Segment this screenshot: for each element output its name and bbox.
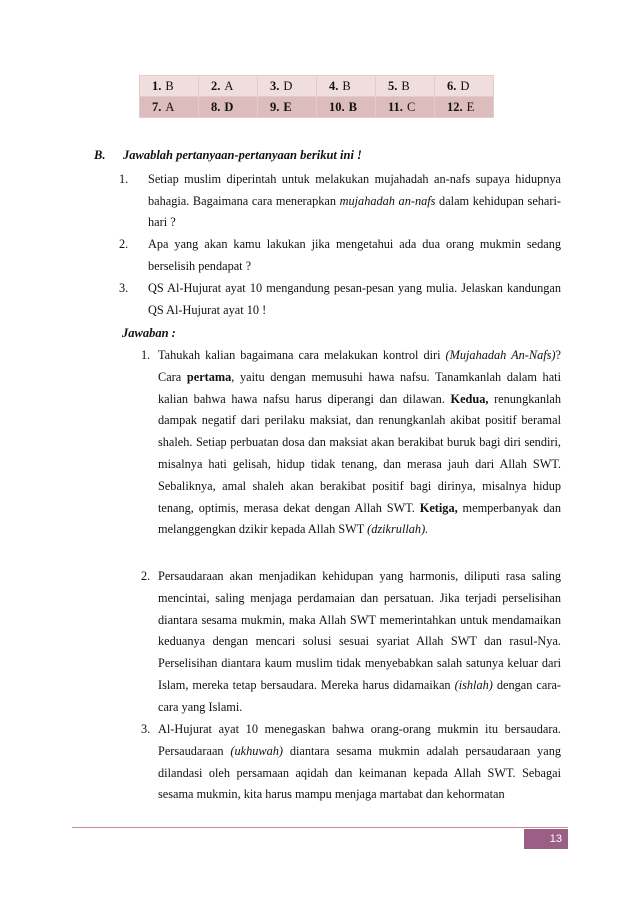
answer-item bbox=[141, 719, 561, 806]
answer-number: 2. bbox=[141, 569, 151, 583]
footer-divider bbox=[72, 827, 568, 828]
answer-key-table bbox=[139, 75, 494, 118]
answer-key-cell: 8. D bbox=[199, 97, 258, 118]
answer-key-cell: 1. B bbox=[140, 76, 199, 97]
answer-key-cell: 2. A bbox=[199, 76, 258, 97]
answer-item bbox=[141, 345, 561, 541]
answer-text: Al-Hujurat ayat 10 menegaskan bahwa orang-orang mukmin itu bersaudara. Persaudaraan (ukhuwah) diantara sesama mukmin adalah persaudaraan yang dilandasi oleh persamaan aqidah dan keimanan kepada Allah SWT. Sebagai sesama mukmin, kita harus mampu menjaga martabat dan kehormatan bbox=[158, 722, 562, 802]
question-item bbox=[119, 278, 561, 321]
answer-key-cell: 5. B bbox=[376, 76, 435, 97]
answer-key-row bbox=[140, 97, 494, 118]
question-item bbox=[119, 234, 561, 277]
answer-key-cell: 12. E bbox=[435, 97, 494, 118]
answer-key-cell: 7. A bbox=[140, 97, 199, 118]
section-heading bbox=[94, 148, 362, 163]
answer-number: 1. bbox=[141, 348, 151, 362]
answer-key-cell: 3. D bbox=[258, 76, 317, 97]
question-number: 3. bbox=[119, 281, 129, 295]
page-number: 13 bbox=[524, 829, 568, 849]
answer-key-cell: 11. C bbox=[376, 97, 435, 118]
question-text: Setiap muslim diperintah untuk melakukan mujahadah an-nafs supaya hidupnya bahagia. Bagaimana cara menerapkan mujahadah an-nafs dalam kehidupan sehari-hari ? bbox=[148, 172, 561, 229]
answer-key-cell: 10. B bbox=[317, 97, 376, 118]
answer-key-cell: 4. B bbox=[317, 76, 376, 97]
answer-key-row bbox=[140, 76, 494, 97]
answer-text: Tahukah kalian bagaimana cara melakukan kontrol diri (Mujahadah An-Nafs)? Cara pertama, yaitu dengan memusuhi hawa nafsu. Tanamkanlah dalam hati kalian bahwa hawa nafsu harus diperangi dan dilawan. Kedua, renungkanlah dampak negatif dari perilaku maksiat, dan renungkanlah akibat positif beramal shaleh. Setiap perbuatan dosa dan maksiat akan berakibat buruk bagi diri sendiri, misalnya hati gelisah, hidup tidak tenang, dan merasa jauh dari Allah SWT. Sebaliknya, amal shaleh akan berakibat positif bagi dirinya, misalnya hidup tenang, optimis, merasa dekat dengan Allah SWT. Ketiga, memperbanyak dan melanggengkan dzikir kepada Allah SWT (dzikrullah). bbox=[158, 348, 562, 537]
question-text: Apa yang akan kamu lakukan jika mengetahui ada dua orang mukmin sedang berselisih pendapat ? bbox=[148, 237, 561, 273]
question-number: 1. bbox=[119, 172, 129, 186]
question-item bbox=[119, 169, 561, 234]
answer-number: 3. bbox=[141, 722, 151, 736]
answer-item bbox=[141, 566, 561, 719]
answers-heading: Jawaban : bbox=[122, 326, 176, 340]
answer-text: Persaudaraan akan menjadikan kehidupan yang harmonis, diliputi rasa saling mencintai, saling menjaga perdamaian dan persatuan. Jika terjadi perselisihan diantara sesama mukmin, maka Allah SWT memerintahkan untuk mendamaikan keduanya dengan mencari solusi sesuai syariat Allah SWT dan rasul-Nya. Perselisihan diantara kaum muslim tidak menyebabkan salah satunya keluar dari Islam, mereka tetap bersaudara. Mereka harus didamaikan (ishlah) dengan cara-cara yang Islami. bbox=[158, 569, 561, 714]
answer-key-cell: 6. D bbox=[435, 76, 494, 97]
answer-key-cell: 9. E bbox=[258, 97, 317, 118]
section-letter: B. bbox=[94, 148, 106, 162]
question-text: QS Al-Hujurat ayat 10 mengandung pesan-pesan yang mulia. Jelaskan kandungan QS Al-Hujurat ayat 10 ! bbox=[148, 281, 561, 317]
question-number: 2. bbox=[119, 237, 129, 251]
section-title: Jawablah pertanyaan-pertanyaan berikut ini ! bbox=[123, 148, 362, 162]
